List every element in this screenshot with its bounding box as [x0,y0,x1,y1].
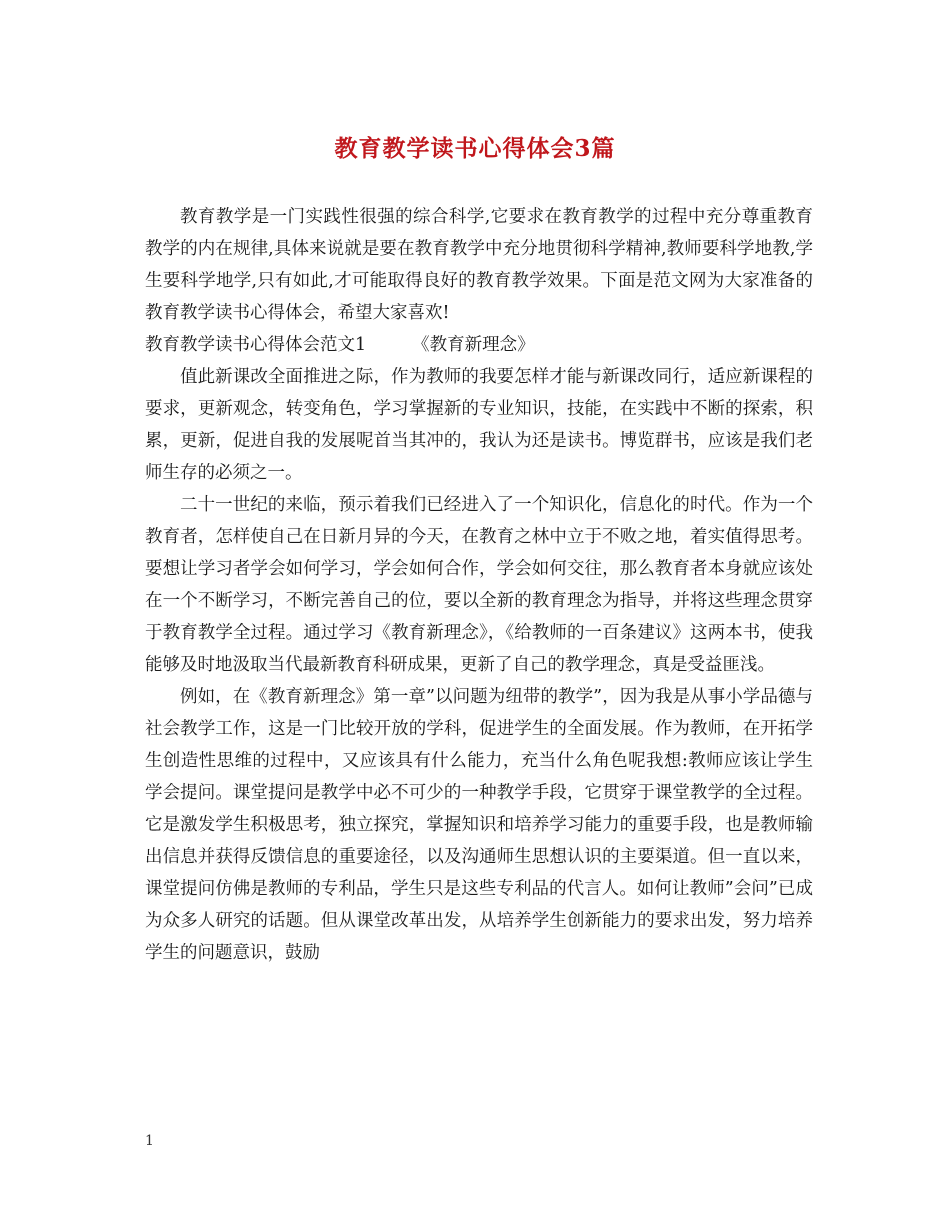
intro-paragraph: 教育教学是一门实践性很强的综合科学,它要求在教育教学的过程中充分尊重教育教学的内在规律,具体来说就是要在教育教学中充分地贯彻科学精神,教师要科学地教,学生要科学地学,只有如此,才可能取得良好的教育教学效果。下面是范文网为大家准备的教育教学读书心得体会，希望大家喜欢! [145,207,813,323]
body-paragraph-2: 二十一世纪的来临，预示着我们已经进入了一个知识化，信息化的时代。作为一个教育者，怎样使自己在日新月异的今天，在教育之林中立于不败之地，着实值得思考。要想让学习者学会如何学习，学会如何合作，学会如何交往，那么教育者本身就应该处在一个不断学习，不断完善自己的位，要以全新的教育理念为指导，并将这些理念贯穿于教育教学全过程。通过学习《教育新理念》，《给教师的一百条建议》这两本书，使我能够及时地汲取当代最新教育科研成果，更新了自己的教学理念，真是受益匪浅。 [145,495,813,675]
section-heading: 教育教学读书心得体会范文1 [145,335,367,355]
body-paragraph-1: 值此新课改全面推进之际，作为教师的我要怎样才能与新课改同行，适应新课程的要求，更新观念，转变角色，学习掌握新的专业知识，技能，在实践中不断的探索，积累，更新，促进自我的发展呢首当其冲的，我认为还是读书。博览群书，应该是我们老师生存的必须之一。 [145,367,813,483]
page-number: 1 [145,1133,154,1149]
document-body [145,201,813,969]
document-title: 教育教学读书心得体会3篇 [334,135,616,162]
body-paragraph-3: 例如，在《教育新理念》第一章”以问题为纽带的教学”，因为我是从事小学品德与社会教学工作，这是一门比较开放的学科，促进学生的全面发展。作为教师，在开拓学生创造性思维的过程中，又应该具有什么能力，充当什么角色呢我想:教师应该让学生学会提问。课堂提问是教学中必不可少的一种教学手段，它贯穿于课堂教学的全过程。它是激发学生积极思考，独立探究，掌握知识和培养学习能力的重要手段，也是教师输出信息并获得反馈信息的重要途径，以及沟通师生思想认识的主要渠道。但一直以来，课堂提问仿佛是教师的专利品，学生只是这些专利品的代言人。如何让教师”会问”已成为众多人研究的话题。但从课堂改革出发，从培养学生创新能力的要求出发，努力培养学生的问题意识，鼓励 [145,687,813,963]
section-heading-line [145,329,813,361]
section-book-title: 《教育新理念》 [412,335,535,355]
